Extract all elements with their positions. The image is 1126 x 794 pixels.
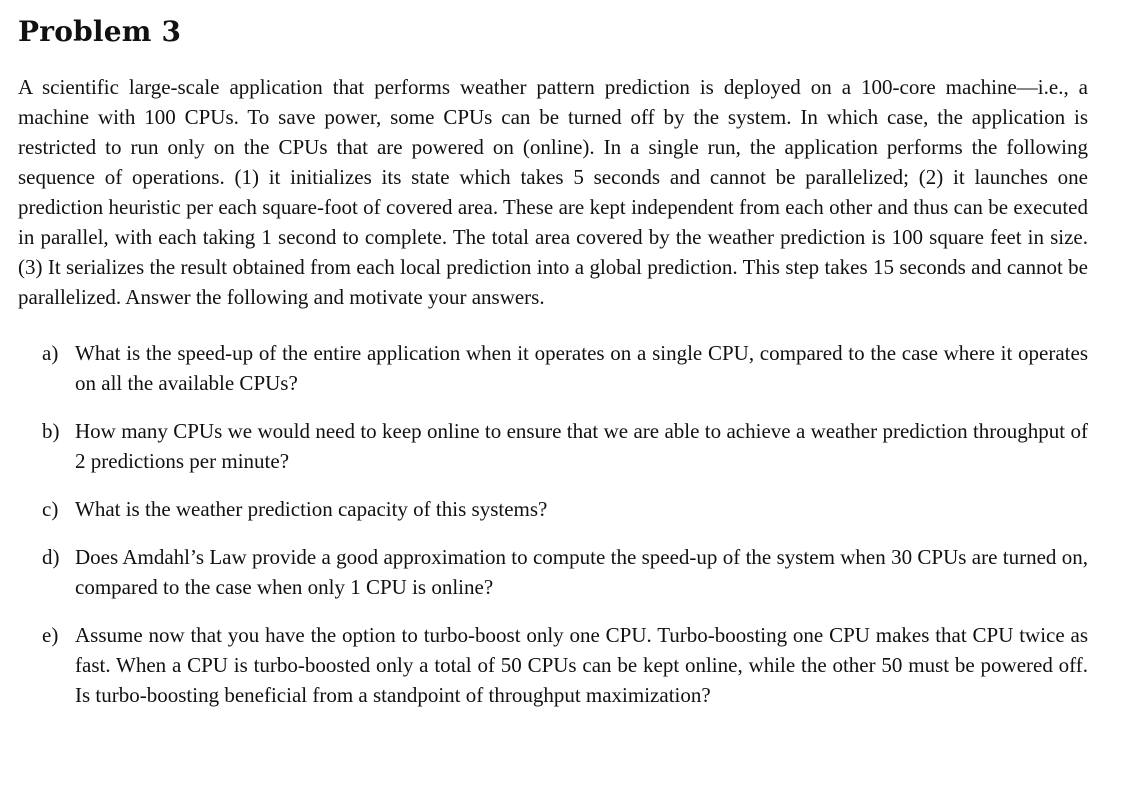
problem-title: Problem 3: [18, 15, 182, 48]
question-b: [18, 416, 1088, 476]
question-a-letter: a): [42, 341, 59, 365]
question-e: [18, 620, 1088, 710]
question-d: [18, 542, 1088, 602]
question-c-text: What is the weather prediction capacity of this systems?: [75, 497, 548, 521]
problem-statement: A scientific large-scale application that performs weather pattern prediction is deployed on a 100-core machine—i.e., a machine with 100 CPUs. To save power, some CPUs can be turned off by the system. In which case, the application is restricted to run only on the CPUs that are powered on (online). In a single run, the application performs the following sequence of operations. (1) it initializes its state which takes 5 seconds and cannot be parallelized; (2) it launches one prediction heuristic per each square-foot of covered area. These are kept independent from each other and thus can be executed in parallel, with each taking 1 second to complete. The total area covered by the weather prediction is 100 square feet in size. (3) It serializes the result obtained from each local prediction into a global prediction. This step takes 15 seconds and cannot be parallelized. Answer the following and motivate your answers.: [18, 75, 1088, 309]
document-page: [18, 12, 1088, 728]
question-d-letter: d): [42, 545, 60, 569]
question-a: [18, 338, 1088, 398]
question-b-text: How many CPUs we would need to keep online to ensure that we are able to achieve a weather prediction throughput of 2 predictions per minute?: [75, 419, 1088, 473]
question-c: [18, 494, 1088, 524]
question-e-text: Assume now that you have the option to turbo-boost only one CPU. Turbo-boosting one CPU makes that CPU twice as fast. When a CPU is turbo-boosted only a total of 50 CPUs can be kept online, while the other 50 must be powered off. Is turbo-boosting beneficial from a standpoint of throughput maximization?: [75, 623, 1088, 707]
question-d-text: Does Amdahl’s Law provide a good approximation to compute the speed-up of the system when 30 CPUs are turned on, compared to the case when only 1 CPU is online?: [75, 545, 1088, 599]
question-c-letter: c): [42, 497, 59, 521]
question-e-letter: e): [42, 623, 59, 647]
question-a-text: What is the speed-up of the entire application when it operates on a single CPU, compared to the case where it operates on all the available CPUs?: [75, 341, 1088, 395]
question-b-letter: b): [42, 419, 60, 443]
question-list: [18, 338, 1088, 710]
